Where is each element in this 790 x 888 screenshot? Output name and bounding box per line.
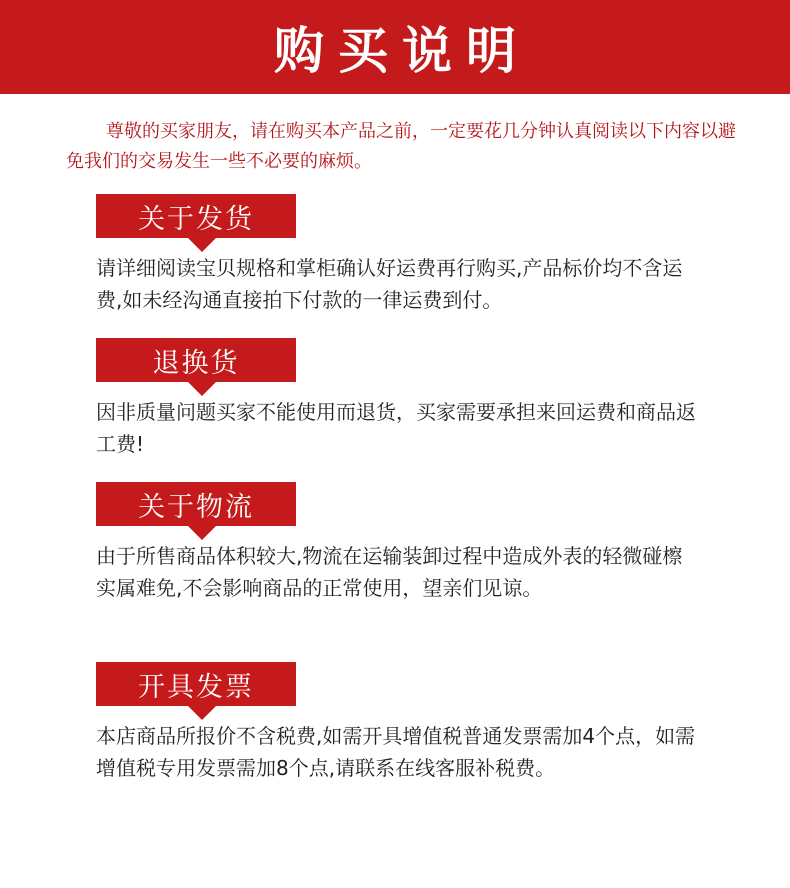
section-logistics [96, 482, 716, 604]
page-title: 购买说明 [274, 22, 530, 80]
section-heading: 关于物流 [138, 491, 254, 523]
section-shipping [96, 194, 716, 316]
section-heading: 开具发票 [138, 671, 254, 703]
section-text: 本店商品所报价不含税费,如需开具增值税普通发票需加4个点，如需增值税专用发票需加8个点,请联系在线客服补税费。 [96, 724, 696, 780]
section-heading: 关于发货 [138, 203, 254, 235]
section-text: 请详细阅读宝贝规格和掌柜确认好运费再行购买,产品标价均不含运费,如未经沟通直接拍下付款的一律运费到付。 [96, 256, 683, 312]
section-heading-tag [96, 662, 296, 706]
section-returns [96, 338, 716, 460]
header-banner [0, 0, 790, 94]
section-heading-tag [96, 194, 296, 238]
section-heading: 退换货 [152, 347, 240, 379]
section-heading-tag [96, 482, 296, 526]
section-text: 由于所售商品体积较大,物流在运输装卸过程中造成外表的轻微碰檫实属难免,不会影响商品的正常使用，望亲们见谅。 [96, 544, 683, 600]
section-heading-tag [96, 338, 296, 382]
section-invoice [96, 662, 716, 784]
intro-paragraph: 尊敬的买家朋友，请在购买本产品之前，一定要花几分钟认真阅读以下内容以避免我们的交易发生一些不必要的麻烦。 [66, 121, 736, 172]
section-text: 因非质量问题买家不能使用而退货，买家需要承担来回运费和商品返工费! [96, 400, 696, 456]
